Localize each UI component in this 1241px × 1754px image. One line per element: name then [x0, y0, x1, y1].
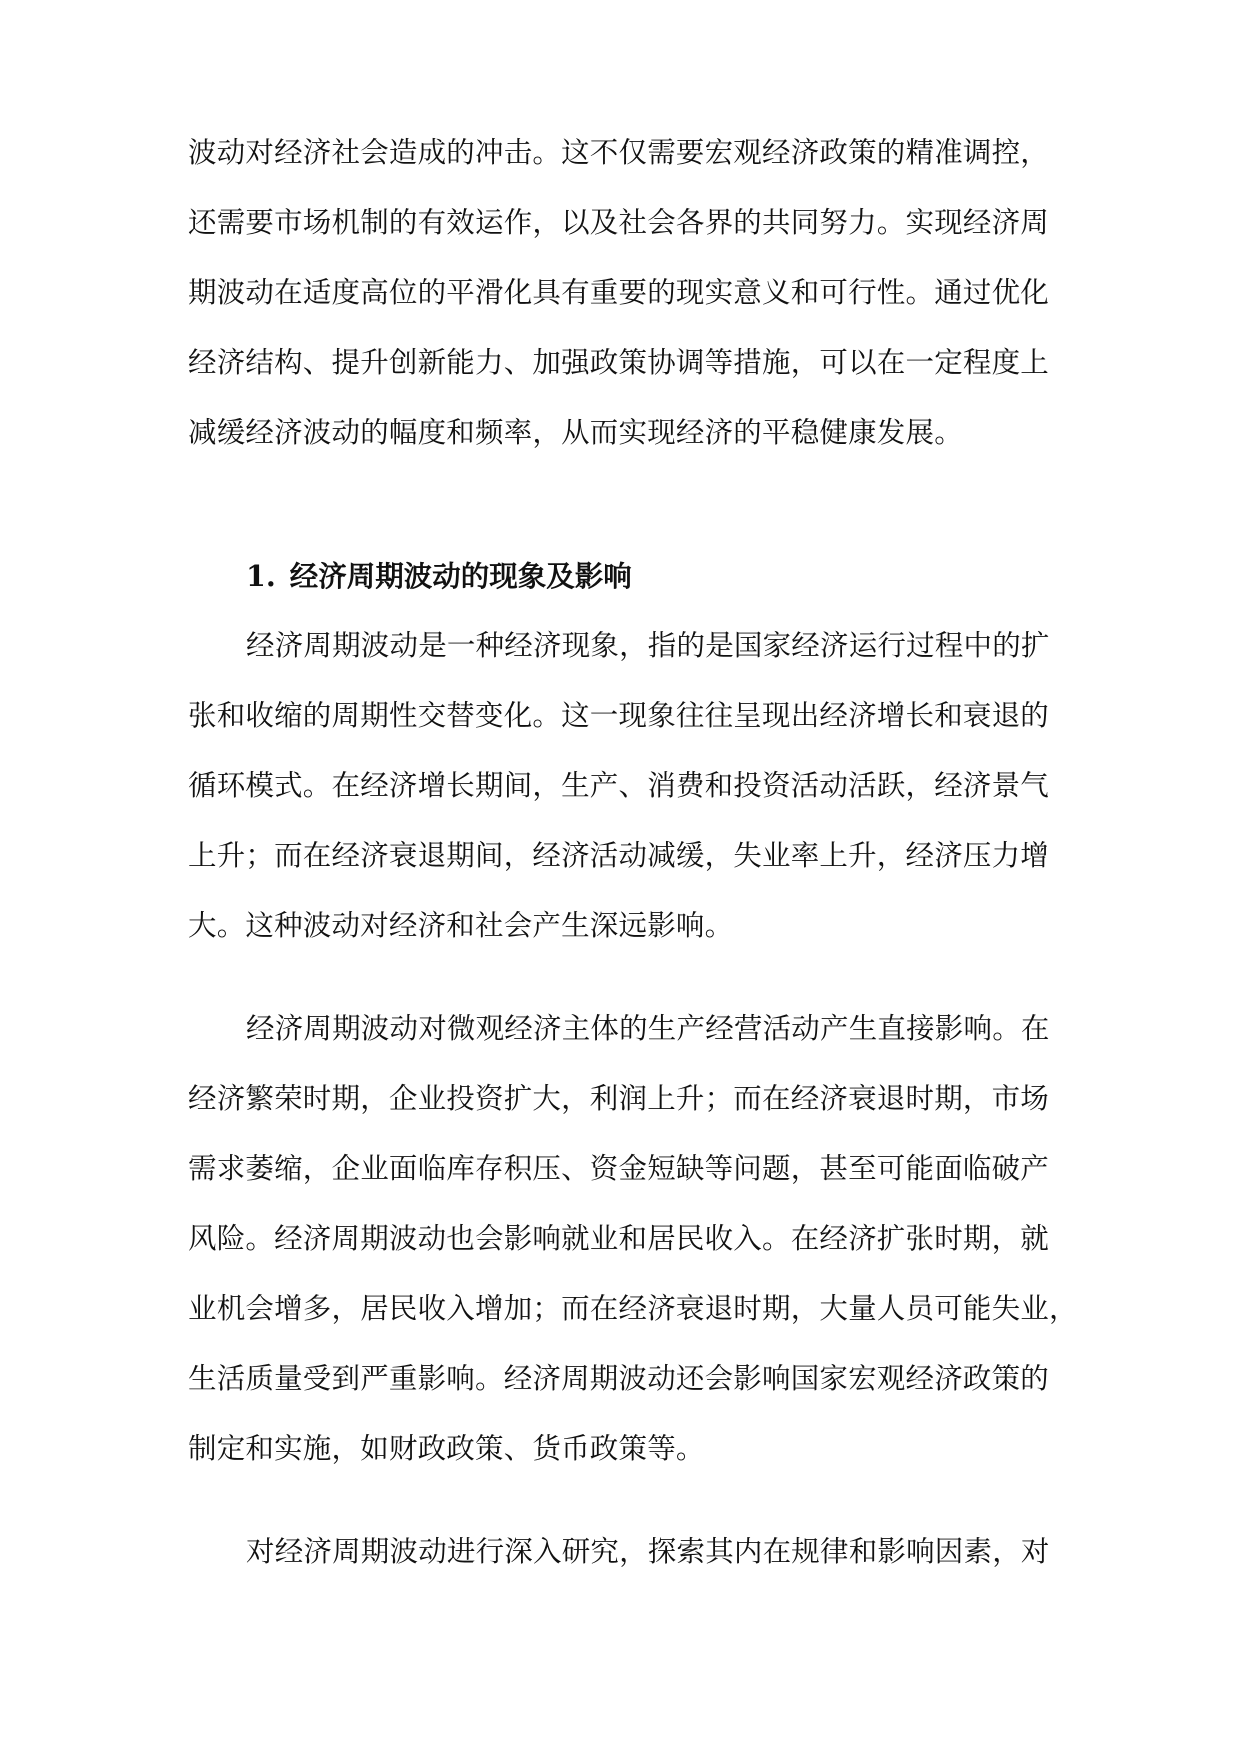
paragraph-1-line-2: 还需要市场机制的有效运作，以及社会各界的共同努力。实现经济周: [188, 206, 1050, 239]
paragraph-2-line-2: 张和收缩的周期性交替变化。这一现象往往呈现出经济增长和衰退的: [188, 699, 1050, 732]
paragraph-3-line-1: 经济周期波动对微观经济主体的生产经营活动产生直接影响。在: [246, 1012, 1050, 1045]
paragraph-2-line-4: 上升；而在经济衰退期间，经济活动减缓，失业率上升，经济压力增: [188, 839, 1050, 872]
paragraph-2-line-3: 循环模式。在经济增长期间，生产、消费和投资活动活跃，经济景气: [188, 769, 1050, 802]
paragraph-1-line-1: 波动对经济社会造成的冲击。这不仅需要宏观经济政策的精准调控，: [188, 136, 1050, 169]
section-heading-number: 1.: [246, 559, 276, 593]
paragraph-2-line-1: 经济周期波动是一种经济现象，指的是国家经济运行过程中的扩: [246, 629, 1050, 662]
paragraph-1-line-3: 期波动在适度高位的平滑化具有重要的现实意义和可行性。通过优化: [188, 276, 1050, 309]
paragraph-1-line-5: 减缓经济波动的幅度和频率，从而实现经济的平稳健康发展。: [188, 416, 963, 449]
paragraph-3-line-7: 制定和实施，如财政政策、货币政策等。: [188, 1432, 705, 1465]
paragraph-3-line-6: 生活质量受到严重影响。经济周期波动还会影响国家宏观经济政策的: [188, 1362, 1050, 1395]
paragraph-4-line-1: 对经济周期波动进行深入研究，探索其内在规律和影响因素，对: [246, 1535, 1050, 1568]
paragraph-3-line-5: 业机会增多，居民收入增加；而在经济衰退时期，大量人员可能失业，: [188, 1292, 1078, 1325]
paragraph-2-line-5: 大。这种波动对经济和社会产生深远影响。: [188, 909, 734, 942]
paragraph-1-line-4: 经济结构、提升创新能力、加强政策协调等措施，可以在一定程度上: [188, 346, 1050, 379]
paragraph-3-line-3: 需求萎缩，企业面临库存积压、资金短缺等问题，甚至可能面临破产: [188, 1152, 1050, 1185]
section-heading: [246, 551, 1046, 601]
paragraph-3-line-2: 经济繁荣时期，企业投资扩大，利润上升；而在经济衰退时期，市场: [188, 1082, 1050, 1115]
section-heading-title: 经济周期波动的现象及影响: [289, 559, 632, 593]
paragraph-3-line-4: 风险。经济周期波动也会影响就业和居民收入。在经济扩张时期，就: [188, 1222, 1050, 1255]
